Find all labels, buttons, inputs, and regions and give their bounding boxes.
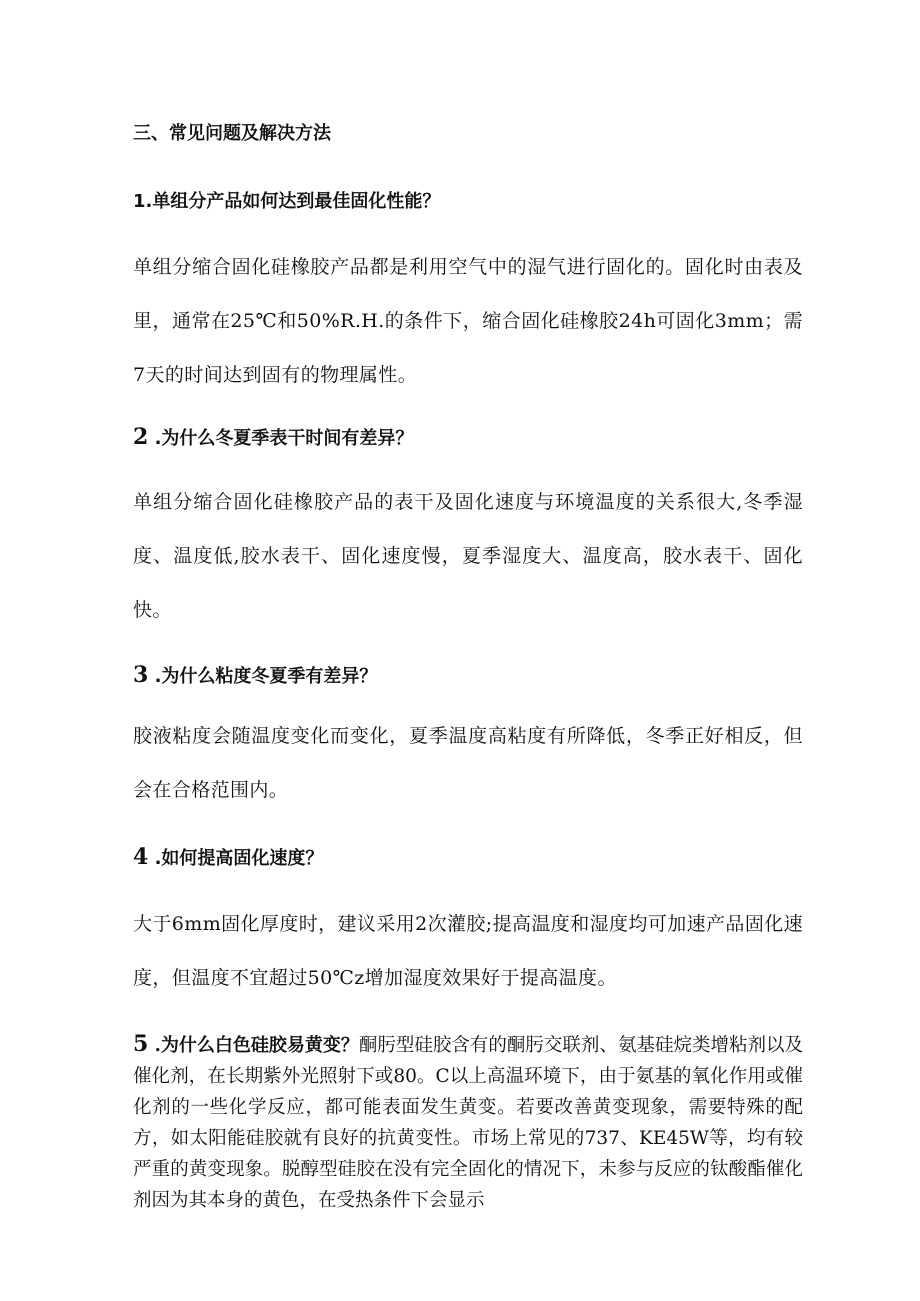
question-text: 单组分产品如何达到最佳固化性能？ [152, 191, 441, 212]
question-text: .如何提高固化速度？ [148, 848, 324, 869]
question-5 [133, 1031, 359, 1057]
question-3 [133, 662, 803, 690]
answer-3: 胶液粘度会随温度变化而变化，夏季温度高粘度有所降低，冬季正好相反，但会在合格范围内。 [133, 725, 803, 801]
answer-text: 酮肟型硅胶含有的酮肟交联剂、氨基硅烷类增粘剂以及催化剂，在长期紫外光照射下或80。C以上高温环境下，由于氨基的氧化作用或催化剂的一些化学反应，都可能表面发生黄变。若要改善黄变现象，需要特殊的配方，如太阳能硅胶就有良好的抗黄变性。市场上常见的737、KE45W等，均有较严重的黄变现象。脱醇型硅胶在没有完全固化的情况下，未参与反应的钛酸酯催化剂因为其本身的黄色，在受热条件下会显示 [133, 1035, 803, 1211]
question-number: 1. [133, 191, 153, 212]
question-text: .为什么白色硅胶易黄变？ [148, 1035, 359, 1056]
question-1 [133, 189, 803, 215]
question-2 [133, 424, 803, 452]
question-number: 3 [133, 662, 149, 688]
section-title: 三、常见问题及解决方法 [133, 123, 331, 144]
answer-5 [133, 1030, 803, 1216]
question-number: 4 [133, 844, 149, 870]
question-text: .为什么粘度冬夏季有差异？ [148, 666, 378, 687]
question-4 [133, 844, 803, 872]
question-number: 2 [133, 424, 149, 450]
question-text: .为什么冬夏季表干时间有差异？ [148, 428, 414, 449]
answer-4: 大于6mm固化厚度时，建议采用2次灌胶;提高温度和湿度均可加速产品固化速度，但温度不宜超过50℃z增加湿度效果好于提高温度。 [133, 913, 804, 989]
answer-2: 单组分缩合固化硅橡胶产品的表干及固化速度与环境温度的关系很大,冬季湿度、温度低,胶水表干、固化速度慢，夏季湿度大、温度高，胶水表干、固化快。 [133, 491, 803, 621]
answer-1: 单组分缩合固化硅橡胶产品都是利用空气中的湿气进行固化的。固化时由表及里，通常在25℃和50%R.H.的条件下，缩合固化硅橡胶24h可固化3mm；需7天的时间达到固有的物理属性。 [133, 256, 803, 386]
question-number: 5 [133, 1031, 149, 1057]
